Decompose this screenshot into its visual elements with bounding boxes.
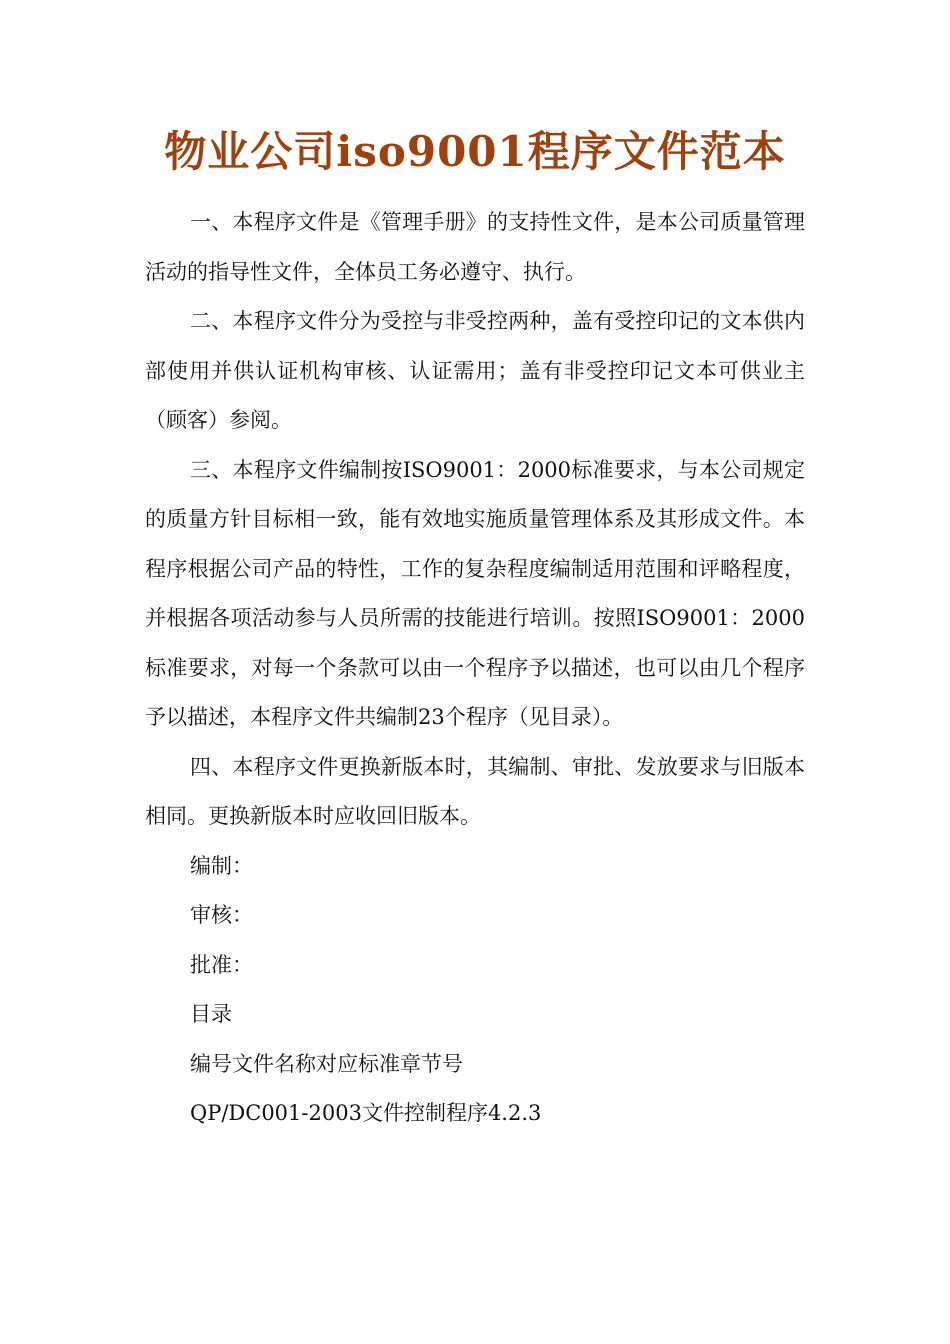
approve-label: 批准：: [190, 952, 253, 977]
page-title: 物业公司iso9001程序文件范本: [164, 127, 786, 176]
paragraph-1: 一、本程序文件是《管理手册》的支持性文件，是本公司质量管理活动的指导性文件，全体员工务必遵守、执行。: [145, 210, 805, 284]
paragraph-2: 二、本程序文件分为受控与非受控两种，盖有受控印记的文本供内部使用并供认证机构审核、认证需用；盖有非受控印记文本可供业主（顾客）参阅。: [145, 309, 805, 432]
paragraph-3: 三、本程序文件编制按ISO9001：2000标准要求，与本公司规定的质量方针目标相一致，能有效地实施质量管理体系及其形成文件。本程序根据公司产品的特性，工作的复杂程度编制适用范围和评略程度，并根据各项活动参与人员所需的技能进行培训。按照ISO9001：2000标准要求，对每一个条款可以由一个程序予以描述，也可以由几个程序予以描述，本程序文件共编制23个程序（见目录）。: [145, 457, 805, 729]
toc-entry: QP/DC001-2003文件控制程序4.2.3: [190, 1101, 542, 1125]
review-label: 审核：: [190, 903, 253, 927]
toc-heading: 目录: [190, 1002, 232, 1026]
paragraph-4: 四、本程序文件更换新版本时，其编制、审批、发放要求与旧版本相同。更换新版本时应收回旧版本。: [145, 754, 805, 828]
toc-columns-header: 编号文件名称对应标准章节号: [190, 1051, 463, 1076]
compile-label: 编制：: [190, 853, 253, 878]
document-body: [145, 198, 805, 1139]
